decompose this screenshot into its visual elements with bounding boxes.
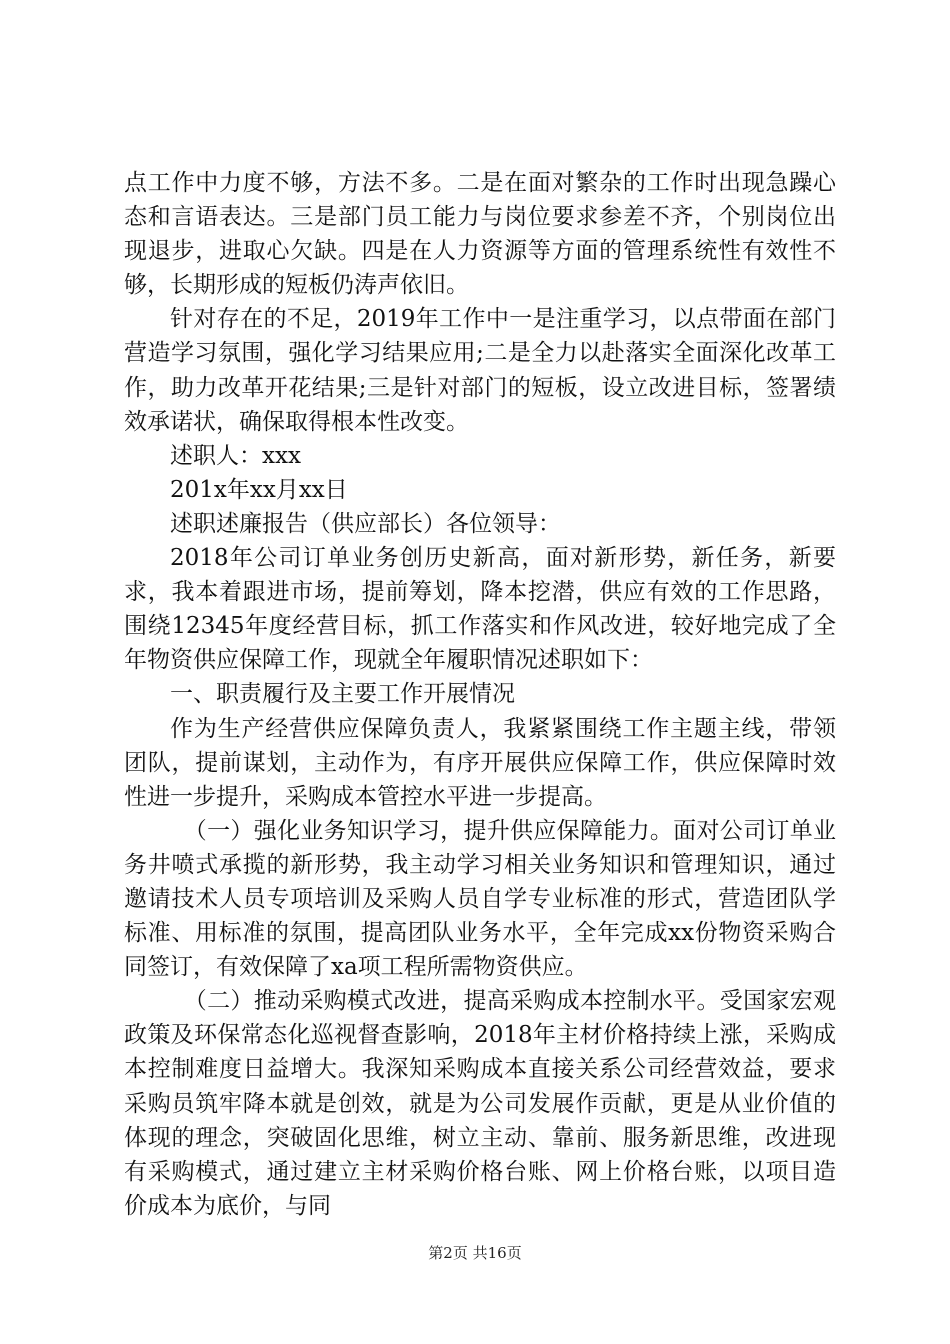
page-number-footer: 第2页 共16页 [428,1244,522,1262]
paragraph-intro: 2018年公司订单业务创历史新高，面对新形势，新任务，新要求，我本着跟进市场，提前筹划，降本挖潜，供应有效的工作思路，围绕12345年度经营目标，抓工作落实和作风改进，较好地完成了全年物资供应保障工作，现就全年履职情况述职如下： [124,545,836,674]
report-title-greeting: 述职述廉报告（供应部长）各位领导： [170,510,561,537]
paragraph-improvements: 针对存在的不足，2019年工作中一是注重学习，以点带面在部门营造学习氛围，强化学习结果应用;二是全力以赴落实全面深化改革工作，助力改革开花结果;三是针对部门的短板，设立改进目标，签署绩效承诺状，确保取得根本性改变。 [124,306,836,435]
paragraph-item-2: （二）推动采购模式改进，提高采购成本控制水平。受国家宏观政策及环保常态化巡视督查影响，2018年主材价格持续上涨，采购成本控制难度日益增大。我深知采购成本直接关系公司经营效益，要求采购员筑牢降本就是创效，就是为公司发展作贡献，更是从业价值的体现的理念，突破固化思维，树立主动、靠前、服务新思维，改进现有采购模式，通过建立主材采购价格台账、网上价格台账，以项目造价成本为底价，与同 [124,988,836,1219]
date-line: 201x年xx月xx日 [170,476,348,503]
body-text [124,166,836,1223]
paragraph-weaknesses: 点工作中力度不够，方法不多。二是在面对繁杂的工作时出现急躁心态和言语表达。三是部门员工能力与岗位要求参差不齐，个别岗位出现退步，进取心欠缺。四是在人力资源等方面的管理系统性有效性不够，长期形成的短板仍涛声依旧。 [124,170,836,299]
reporter-line: 述职人：xxx [170,442,301,469]
section-heading-1: 一、职责履行及主要工作开展情况 [170,681,515,708]
paragraph-item-1: （一）强化业务知识学习，提升供应保障能力。面对公司订单业务井喷式承揽的新形势，我主动学习相关业务知识和管理知识，通过邀请技术人员专项培训及采购人员自学专业标准的形式，营造团队学标准、用标准的氛围，提高团队业务水平，全年完成xx份物资采购合同签订，有效保障了xa项工程所需物资供应。 [124,817,836,981]
paragraph-overview: 作为生产经营供应保障负责人，我紧紧围绕工作主题主线，带领团队，提前谋划，主动作为，有序开展供应保障工作，供应保障时效性进一步提升，采购成本管控水平进一步提高。 [124,715,836,810]
